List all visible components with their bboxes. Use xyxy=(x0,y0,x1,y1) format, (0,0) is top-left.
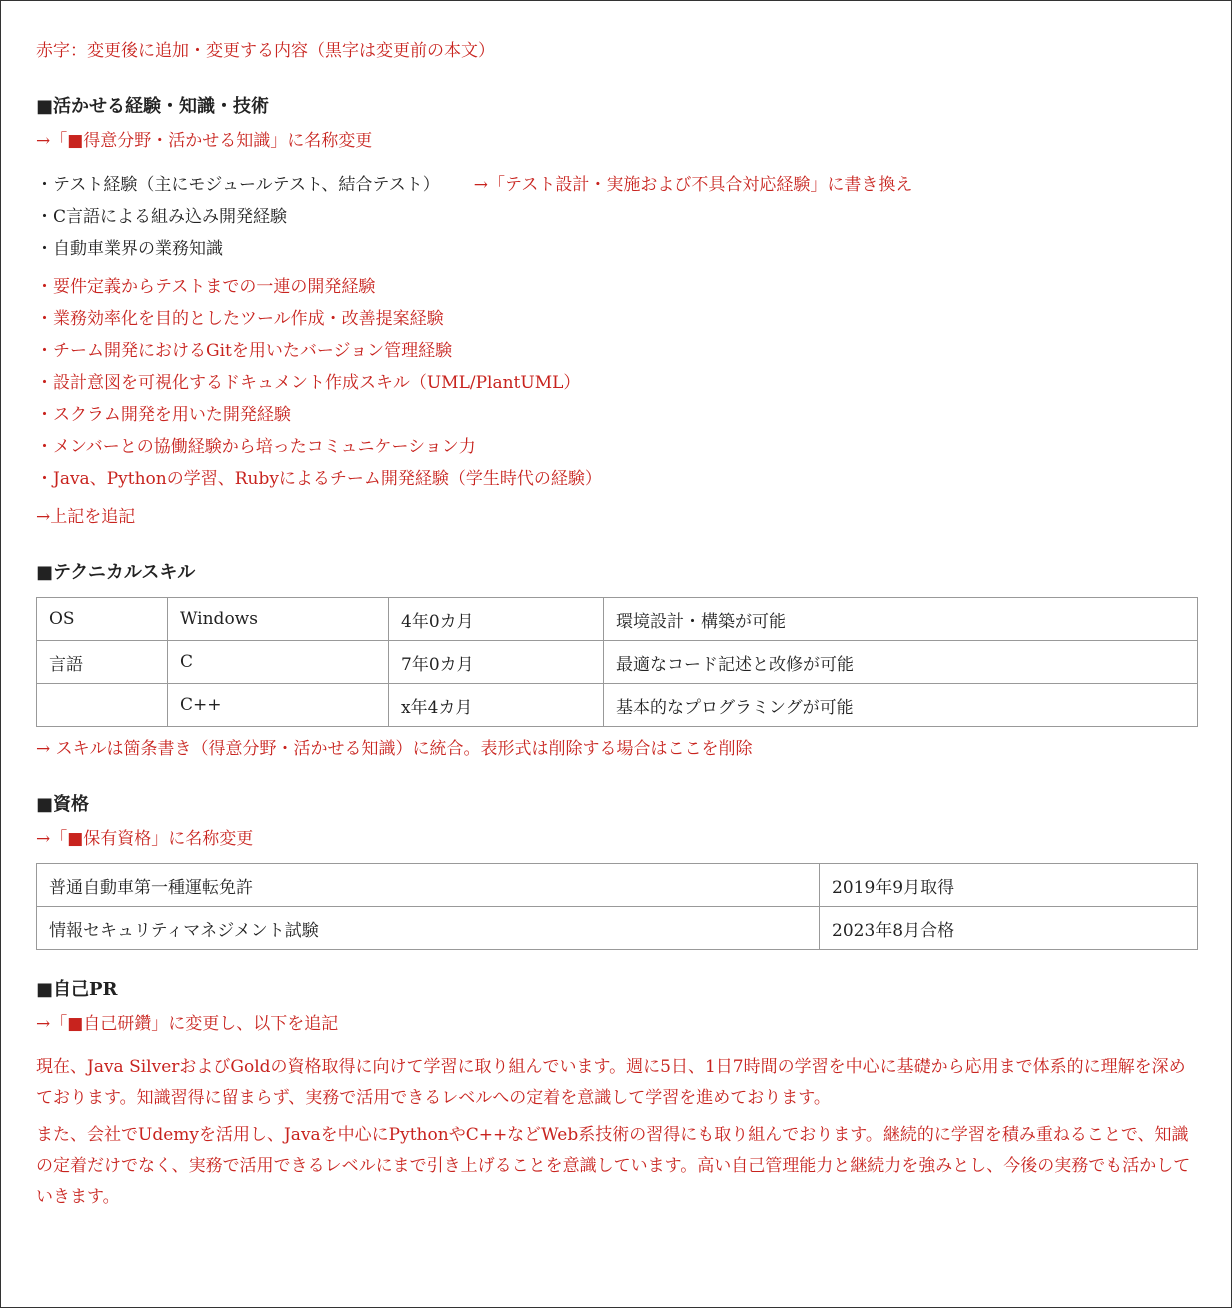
table-cell: 4年0カ月 xyxy=(389,598,604,641)
added-skill-item: ・業務効率化を目的としたツール作成・改善提案経験 xyxy=(36,309,444,329)
table-cell: 基本的なプログラミングが可能 xyxy=(604,684,1198,727)
table-cell: 情報セキュリティマネジメント試験 xyxy=(37,907,820,950)
table-cell: C xyxy=(168,641,389,684)
table-cell: 2023年8月合格 xyxy=(820,907,1198,950)
added-skill-item: ・Java、Pythonの学習、Rubyによるチーム開発経験（学生時代の経験） xyxy=(36,469,602,489)
table-cell: OS xyxy=(37,598,168,641)
table-row xyxy=(37,598,1198,641)
rename-note-self-pr: →「■自己研鑽」に変更し、以下を追記 xyxy=(36,1014,339,1034)
added-skill-item: ・メンバーとの協働経験から培ったコミュニケーション力 xyxy=(36,437,476,457)
table-cell: 環境設計・構築が可能 xyxy=(604,598,1198,641)
table-merge-note: → スキルは箇条書き（得意分野・活かせる知識）に統合。表形式は削除する場合はここを削除 xyxy=(36,739,753,759)
qualification-table xyxy=(36,863,1198,950)
original-skill-list xyxy=(36,169,1197,265)
rename-note-qualifications: →「■保有資格」に名称変更 xyxy=(36,829,254,849)
added-skill-item: ・スクラム開発を用いた開発経験 xyxy=(36,405,291,425)
pr-paragraph: また、会社でUdemyを活用し、Javaを中心にPythonやC++などWeb系技術の習得にも取り組んでおります。継続的に学習を積み重ねることで、知識の定着だけでなく、実務で活用できるレベルにまで引き上げることを意識しています。高い自己管理能力と継続力を強みとし、今後の実務でも活かしていきます。 xyxy=(36,1125,1191,1207)
added-skill-list xyxy=(36,271,1197,495)
added-skill-item: ・チーム開発におけるGitを用いたバージョン管理経験 xyxy=(36,341,453,361)
section-heading-skills: ■活かせる経験・知識・技術 xyxy=(36,96,270,117)
table-cell xyxy=(37,684,168,727)
skill-item: ・C言語による組み込み開発経験 xyxy=(36,207,288,227)
append-note: →上記を追記 xyxy=(36,507,136,527)
skill-item xyxy=(36,169,1197,201)
table-row xyxy=(37,684,1198,727)
section-heading-technical: ■テクニカルスキル xyxy=(36,562,196,583)
table-cell: 2019年9月取得 xyxy=(820,864,1198,907)
added-skill-item: ・要件定義からテストまでの一連の開発経験 xyxy=(36,277,376,297)
table-row xyxy=(37,907,1198,950)
skill-item-text: ・テスト経験（主にモジュールテスト、結合テスト） xyxy=(36,175,440,195)
table-cell: 普通自動車第一種運転免許 xyxy=(37,864,820,907)
added-skill-item: ・設計意図を可視化するドキュメント作成スキル（UML/PlantUML） xyxy=(36,373,581,393)
pr-paragraph: 現在、Java SilverおよびGoldの資格取得に向けて学習に取り組んでいます。週に5日、1日7時間の学習を中心に基礎から応用まで体系的に理解を深めております。知識習得に留まらず、実務で活用できるレベルへの定着を意識して学習を進めております。 xyxy=(36,1057,1186,1108)
table-cell: x年4カ月 xyxy=(389,684,604,727)
table-row xyxy=(37,641,1198,684)
table-cell: 最適なコード記述と改修が可能 xyxy=(604,641,1198,684)
rewrite-note: →「テスト設計・実施および不具合対応経験」に書き換え xyxy=(473,175,913,195)
section-heading-self-pr: ■自己PR xyxy=(36,979,118,1000)
table-cell: 言語 xyxy=(37,641,168,684)
table-cell: C++ xyxy=(168,684,389,727)
rename-note-skills: →「■得意分野・活かせる知識」に名称変更 xyxy=(36,131,373,151)
skill-item: ・自動車業界の業務知識 xyxy=(36,239,223,259)
table-cell: 7年0カ月 xyxy=(389,641,604,684)
technical-skill-table xyxy=(36,597,1198,727)
table-row xyxy=(37,864,1198,907)
table-cell: Windows xyxy=(168,598,389,641)
section-heading-qualifications: ■資格 xyxy=(36,794,90,815)
legend-note: 赤字：変更後に追加・変更する内容（黒字は変更前の本文） xyxy=(36,41,495,61)
